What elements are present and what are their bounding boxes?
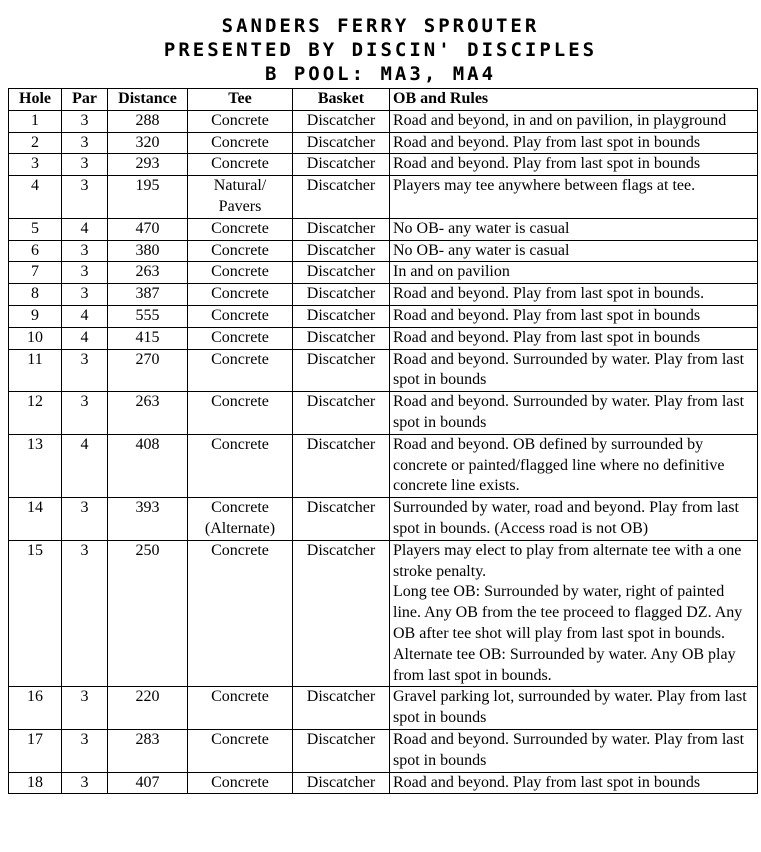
hole-cell: 13 [9, 434, 62, 497]
rules-cell-line: Road and beyond. OB defined by surrounded by concrete or painted/flagged line where no definitive concrete line exists. [393, 435, 725, 495]
col-header-ob-rules: OB and Rules [390, 89, 758, 111]
rules-cell [390, 262, 758, 284]
distance-cell: 415 [108, 327, 188, 349]
tee-cell [188, 154, 293, 176]
distance-cell: 470 [108, 218, 188, 240]
table-row [9, 262, 758, 284]
par-cell: 3 [62, 729, 108, 772]
distance-cell: 263 [108, 392, 188, 435]
table-row [9, 434, 758, 497]
distance-cell: 555 [108, 305, 188, 327]
tee-cell [188, 392, 293, 435]
distance-cell: 283 [108, 729, 188, 772]
tee-cell [188, 176, 293, 219]
hole-cell: 7 [9, 262, 62, 284]
table-row [9, 154, 758, 176]
basket-cell: Discatcher [293, 240, 390, 262]
tee-cell [188, 110, 293, 132]
tee-cell-line: Concrete [211, 350, 269, 368]
tee-cell [188, 349, 293, 392]
hole-cell: 1 [9, 110, 62, 132]
distance-cell: 250 [108, 540, 188, 687]
tee-cell-line: Concrete [211, 541, 269, 559]
table-row [9, 218, 758, 240]
tee-cell [188, 218, 293, 240]
col-header-hole: Hole [9, 89, 62, 111]
tee-cell-line: Concrete [211, 306, 269, 324]
tee-cell [188, 434, 293, 497]
rules-cell-line: Road and beyond. Play from last spot in bounds [393, 328, 701, 346]
tee-cell-line: Concrete [211, 499, 269, 517]
table-row [9, 132, 758, 154]
par-cell: 3 [62, 154, 108, 176]
rules-cell [390, 540, 758, 687]
hole-cell: 15 [9, 540, 62, 687]
rules-cell [390, 349, 758, 392]
par-cell: 3 [62, 540, 108, 687]
title-line-2: PRESENTED BY DISCIN' DISCIPLES [163, 39, 598, 61]
tee-cell [188, 240, 293, 262]
rules-cell [390, 729, 758, 772]
tee-cell [188, 327, 293, 349]
table-row [9, 240, 758, 262]
tee-cell-line: Concrete [211, 773, 269, 791]
table-row [9, 498, 758, 541]
hole-cell: 10 [9, 327, 62, 349]
distance-cell: 408 [108, 434, 188, 497]
rules-cell [390, 392, 758, 435]
basket-cell: Discatcher [293, 132, 390, 154]
basket-cell: Discatcher [293, 305, 390, 327]
par-cell: 3 [62, 240, 108, 262]
distance-cell: 393 [108, 498, 188, 541]
table-row [9, 349, 758, 392]
rules-cell-line: Road and beyond. Play from last spot in bounds [393, 155, 701, 173]
tee-cell-line: Concrete [211, 111, 269, 129]
hole-cell: 11 [9, 349, 62, 392]
table-row [9, 176, 758, 219]
table-row [9, 327, 758, 349]
tee-cell-line: Concrete [211, 285, 269, 303]
rules-cell-line: Road and beyond. Surrounded by water. Play from last spot in bounds [393, 393, 745, 431]
hole-cell: 12 [9, 392, 62, 435]
par-cell: 3 [62, 110, 108, 132]
tee-cell [188, 498, 293, 541]
rules-cell-line: Gravel parking lot, surrounded by water. Play from last spot in bounds [393, 688, 747, 727]
rules-cell [390, 305, 758, 327]
basket-cell: Discatcher [293, 110, 390, 132]
rules-cell [390, 284, 758, 306]
basket-cell: Discatcher [293, 392, 390, 435]
rules-cell-line: Road and beyond. Play from last spot in bounds [393, 306, 701, 324]
tee-cell [188, 540, 293, 687]
tee-cell [188, 772, 293, 794]
basket-cell: Discatcher [293, 154, 390, 176]
par-cell: 4 [62, 305, 108, 327]
distance-cell: 288 [108, 110, 188, 132]
distance-cell: 380 [108, 240, 188, 262]
par-cell: 3 [62, 262, 108, 284]
rules-cell [390, 132, 758, 154]
hole-cell: 6 [9, 240, 62, 262]
tee-cell-line: Concrete [211, 688, 269, 706]
rules-cell-line: Players may elect to play from alternate tee with a one stroke penalty. [393, 541, 742, 580]
distance-cell: 407 [108, 772, 188, 794]
table-row [9, 772, 758, 794]
distance-cell: 293 [108, 154, 188, 176]
rules-cell [390, 434, 758, 497]
rules-cell [390, 110, 758, 132]
table-row [9, 110, 758, 132]
rules-cell-line: Road and beyond. Play from last spot in bounds [393, 773, 701, 791]
rules-cell-line: Players may tee anywhere between flags at tee. [393, 177, 696, 195]
hole-cell: 18 [9, 772, 62, 794]
par-cell: 3 [62, 498, 108, 541]
tee-cell-line: Concrete [211, 219, 269, 237]
title-line-3: B POOL: MA3, MA4 [264, 63, 497, 85]
tee-cell [188, 262, 293, 284]
basket-cell: Discatcher [293, 284, 390, 306]
basket-cell: Discatcher [293, 434, 390, 497]
table-row [9, 687, 758, 730]
par-cell: 3 [62, 392, 108, 435]
hole-cell: 9 [9, 305, 62, 327]
tee-cell [188, 687, 293, 730]
rules-cell [390, 176, 758, 219]
tee-cell-line: Concrete [211, 435, 269, 453]
par-cell: 3 [62, 349, 108, 392]
tee-cell-line: Concrete [211, 133, 269, 151]
rules-cell [390, 218, 758, 240]
rules-cell-line: Alternate tee OB: Surrounded by water. Any OB play from last spot in bounds. [393, 645, 736, 684]
basket-cell: Discatcher [293, 687, 390, 730]
col-header-distance: Distance [108, 89, 188, 111]
basket-cell: Discatcher [293, 262, 390, 284]
basket-cell: Discatcher [293, 176, 390, 219]
tee-cell-line: Concrete [211, 155, 269, 173]
hole-cell: 17 [9, 729, 62, 772]
rules-cell [390, 687, 758, 730]
par-cell: 3 [62, 772, 108, 794]
rules-table [8, 88, 758, 794]
tee-cell [188, 305, 293, 327]
tee-cell [188, 729, 293, 772]
table-row [9, 392, 758, 435]
tee-cell-line: Concrete [211, 241, 269, 259]
title-line-1: SANDERS FERRY SPROUTER [221, 15, 540, 37]
rules-cell-line: Long tee OB: Surrounded by water, right of painted line. Any OB from the tee proceed to flagged DZ. Any OB after tee shot will play from last spot in bounds. [393, 583, 743, 642]
basket-cell: Discatcher [293, 772, 390, 794]
tee-cell-line: Concrete [211, 730, 269, 748]
distance-cell: 195 [108, 176, 188, 219]
par-cell: 3 [62, 687, 108, 730]
hole-cell: 4 [9, 176, 62, 219]
par-cell: 4 [62, 434, 108, 497]
rules-cell-line: Road and beyond, in and on pavilion, in playground [393, 111, 727, 129]
tee-cell-line: (Alternate) [204, 519, 276, 537]
rules-cell-line: No OB- any water is casual [393, 241, 570, 259]
hole-cell: 16 [9, 687, 62, 730]
basket-cell: Discatcher [293, 327, 390, 349]
tee-cell [188, 132, 293, 154]
hole-cell: 8 [9, 284, 62, 306]
rules-cell-line: Road and beyond. Play from last spot in bounds [393, 133, 701, 151]
par-cell: 3 [62, 176, 108, 219]
tee-cell [188, 284, 293, 306]
rules-cell-line: Road and beyond. Surrounded by water. Play from last spot in bounds [393, 350, 745, 389]
rules-cell-line: In and on pavilion [393, 263, 510, 281]
basket-cell: Discatcher [293, 498, 390, 541]
tee-cell-line: Concrete [211, 328, 269, 346]
table-row [9, 284, 758, 306]
table-row [9, 540, 758, 687]
rules-cell-line: Surrounded by water, road and beyond. Play from last spot in bounds. (Access road is not OB) [393, 499, 739, 537]
col-header-par: Par [62, 89, 108, 111]
rules-cell-line: No OB- any water is casual [393, 219, 570, 237]
rules-cell [390, 240, 758, 262]
col-header-tee: Tee [188, 89, 293, 111]
table-header-row [9, 89, 758, 111]
col-header-basket: Basket [293, 89, 390, 111]
rules-cell [390, 154, 758, 176]
tee-cell-line: Pavers [218, 197, 262, 215]
tee-cell-line: Natural/ [213, 177, 267, 195]
rules-cell [390, 772, 758, 794]
hole-cell: 14 [9, 498, 62, 541]
rules-cell [390, 327, 758, 349]
tee-cell-line: Concrete [211, 263, 269, 281]
distance-cell: 387 [108, 284, 188, 306]
hole-cell: 2 [9, 132, 62, 154]
table-row [9, 305, 758, 327]
basket-cell: Discatcher [293, 540, 390, 687]
rules-cell [390, 498, 758, 541]
tee-cell-line: Concrete [211, 393, 269, 411]
basket-cell: Discatcher [293, 349, 390, 392]
rules-cell-line: Road and beyond. Play from last spot in bounds. [393, 285, 705, 303]
table-row [9, 729, 758, 772]
distance-cell: 270 [108, 349, 188, 392]
par-cell: 3 [62, 284, 108, 306]
rules-cell-line: Road and beyond. Surrounded by water. Play from last spot in bounds [393, 730, 745, 769]
distance-cell: 220 [108, 687, 188, 730]
distance-cell: 263 [108, 262, 188, 284]
par-cell: 4 [62, 218, 108, 240]
par-cell: 4 [62, 327, 108, 349]
hole-cell: 3 [9, 154, 62, 176]
hole-cell: 5 [9, 218, 62, 240]
basket-cell: Discatcher [293, 729, 390, 772]
basket-cell: Discatcher [293, 218, 390, 240]
distance-cell: 320 [108, 132, 188, 154]
par-cell: 3 [62, 132, 108, 154]
